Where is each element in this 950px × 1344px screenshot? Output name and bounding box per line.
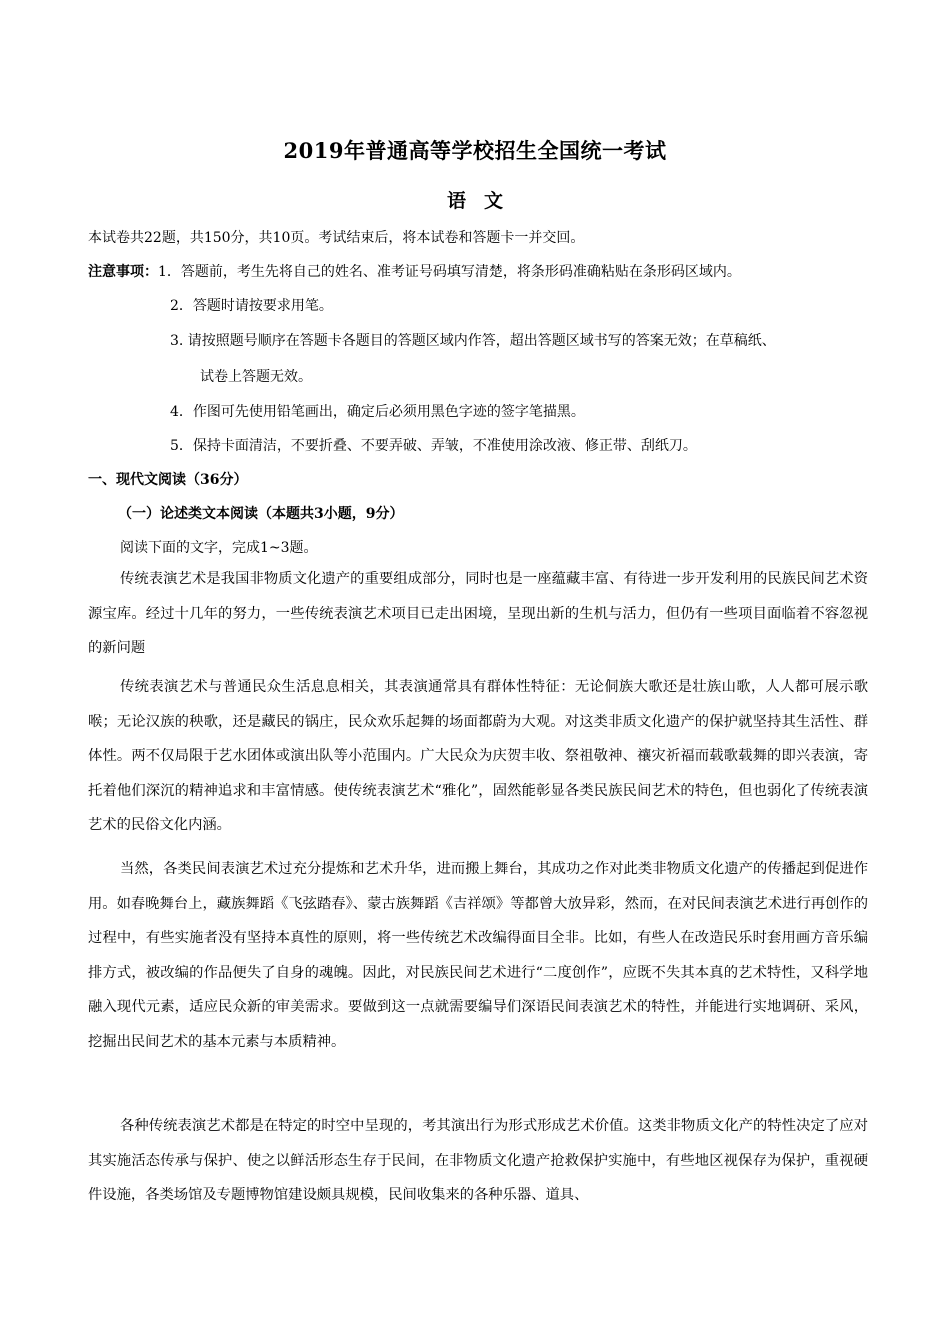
notice-item-3-cont: 试卷上答题无效。	[200, 369, 312, 385]
notice-item-3: 3. 请按照题号顺序在答题卡各题目的答题区域内作答，超出答题区域书写的答案无效；在草稿纸、	[170, 333, 776, 349]
subject-title: 语文	[446, 190, 521, 212]
paragraph-1: 传统表演艺术是我国非物质文化遗产的重要组成部分，同时也是一座蕴藏丰富、有待进一步开发利用的民族民间艺术资源宝库。经过十几年的努力，一些传统表演艺术项目已走出困境，呈现出新的生机与活力，但仍有一些项目面临着不容忽视的新问题	[88, 571, 868, 656]
notice-label: 注意事项：	[88, 264, 158, 280]
paragraph-2: 传统表演艺术与普通民众生活息息相关，其表演通常具有群体性特征：无论侗族大歌还是壮族山歌，人人都可展示歌喉；无论汉族的秧歌，还是藏民的锅庄，民众欢乐起舞的场面都蔚为大观。对这类非质文化遗产的保护就坚持其生活性、群体性。两不仅局限于艺水团体或演出队等小范围内。广大民众为庆贺丰收、祭祖敬神、禳灾祈福而载歌载舞的即兴表演，寄托着他们深沉的精神追求和丰富情感。使传统表演艺术“雅化”，固然能彰显各类民族民间艺术的特色，但也弱化了传统表演艺术的民俗文化内涵。	[88, 679, 868, 833]
notice-item-1	[88, 262, 878, 282]
notice-text-1: 1．答题前，考生先将自己的姓名、准考证号码填写清楚，将条形码准确粘贴在条形码区域内。	[158, 264, 741, 280]
exam-title: 2019年普通高等学校招生全国统一考试	[283, 138, 667, 163]
paragraph-4: 各种传统表演艺术都是在特定的时空中呈现的，考其演出行为形式形成艺术价值。这类非物质文化产的特性决定了应对其实施活态传承与保护、使之以鲜活形态生存于民间，在非物质文化遗产抢救保护实施中，有些地区视保存为保护，重视硬件设施，各类场馆及专题博物馆建设颇具规模，民间收集来的各种乐器、道具、	[88, 1118, 868, 1203]
notice-item-5: 5．保持卡面清洁，不要折叠、不要弄破、弄皱，不准使用涂改液、修正带、刮纸刀。	[170, 438, 697, 454]
section-heading: 一、现代文阅读（36分）	[88, 472, 248, 488]
reading-instruction: 阅读下面的文字，完成1~3题。	[120, 540, 318, 556]
notice-item-4: 4．作图可先使用铅笔画出，确定后必须用黑色字迹的签字笔描黑。	[170, 404, 585, 420]
notice-item-2: 2．答题时请按要求用笔。	[170, 298, 333, 314]
intro-text: 本试卷共22题，共150分，共10页。考试结束后，将本试卷和答题卡一并交回。	[88, 230, 585, 246]
subsection-heading: （一）论述类文本阅读（本题共3小题，9分）	[118, 506, 404, 522]
paragraph-3: 当然，各类民间表演艺术过充分提炼和艺术升华，进而搬上舞台，其成功之作对此类非物质文化遗产的传播起到促进作用。如春晚舞台上，藏族舞蹈《飞弦踏春》、蒙古族舞蹈《吉祥颂》等都曾大放异彩，然而，在对民间表演艺术进行再创作的过程中，有些实施者没有坚持本真性的原则，将一些传统艺术改编得面目全非。比如，有些人在改造民乐时套用画方音乐编排方式，被改编的作品便失了自身的魂魄。因此，对民族民间艺术进行“二度创作”，应既不失其本真的艺术特性，又科学地融入现代元素，适应民众新的审美需求。要做到这一点就需要编导们深语民间表演艺术的特性，并能进行实地调研、采风，挖掘出民间艺术的基本元素与本质精神。	[88, 861, 868, 1050]
